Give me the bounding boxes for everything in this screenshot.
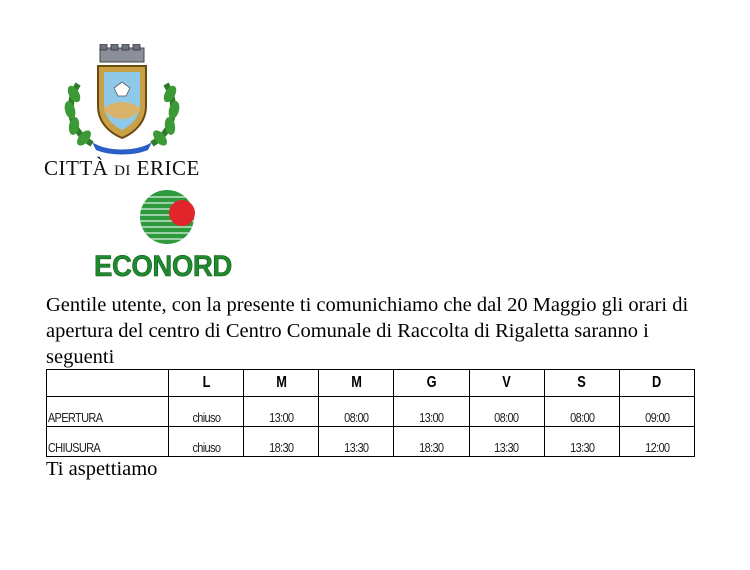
time-cell: 13:30 — [469, 427, 544, 457]
day-header: L — [176, 370, 236, 397]
time-cell: 08:00 — [469, 397, 544, 427]
time-cell: 13:00 — [244, 397, 319, 427]
day-header: S — [552, 370, 612, 397]
table-row — [47, 427, 695, 457]
time-cell: chiuso — [169, 397, 244, 427]
time-cell: 18:30 — [394, 427, 469, 457]
city-name-text: CITTÀ DI ERICE — [44, 156, 200, 180]
econord-sphere-logo — [140, 187, 198, 247]
intro-paragraph: Gentile utente, con la presente ti comunichiamo che dal 20 Maggio gli orari di apertura del centro di Centro Comunale di Raccolta di Rigaletta saranno i seguenti — [46, 294, 689, 368]
time-cell: 09:00 — [619, 397, 694, 427]
erice-coat-of-arms-logo — [58, 44, 186, 156]
row-label: APERTURA — [47, 397, 169, 427]
day-header: D — [627, 370, 687, 397]
day-header: V — [477, 370, 537, 397]
day-header: M — [251, 370, 311, 397]
time-cell: 08:00 — [544, 397, 619, 427]
time-cell: 18:30 — [244, 427, 319, 457]
time-cell: 13:30 — [319, 427, 394, 457]
time-cell: 13:30 — [544, 427, 619, 457]
econord-wordmark: ECONORD — [94, 250, 232, 283]
day-header: G — [401, 370, 461, 397]
corner-cell — [59, 370, 157, 397]
time-cell: chiuso — [169, 427, 244, 457]
time-cell: 13:00 — [394, 397, 469, 427]
table-row — [47, 397, 695, 427]
row-label: CHIUSURA — [47, 427, 169, 457]
day-header: M — [326, 370, 386, 397]
time-cell: 12:00 — [619, 427, 694, 457]
table-header-row — [47, 370, 695, 397]
time-cell: 08:00 — [319, 397, 394, 427]
opening-hours-table — [46, 369, 695, 457]
closing-text: Ti aspettiamo — [46, 458, 158, 480]
